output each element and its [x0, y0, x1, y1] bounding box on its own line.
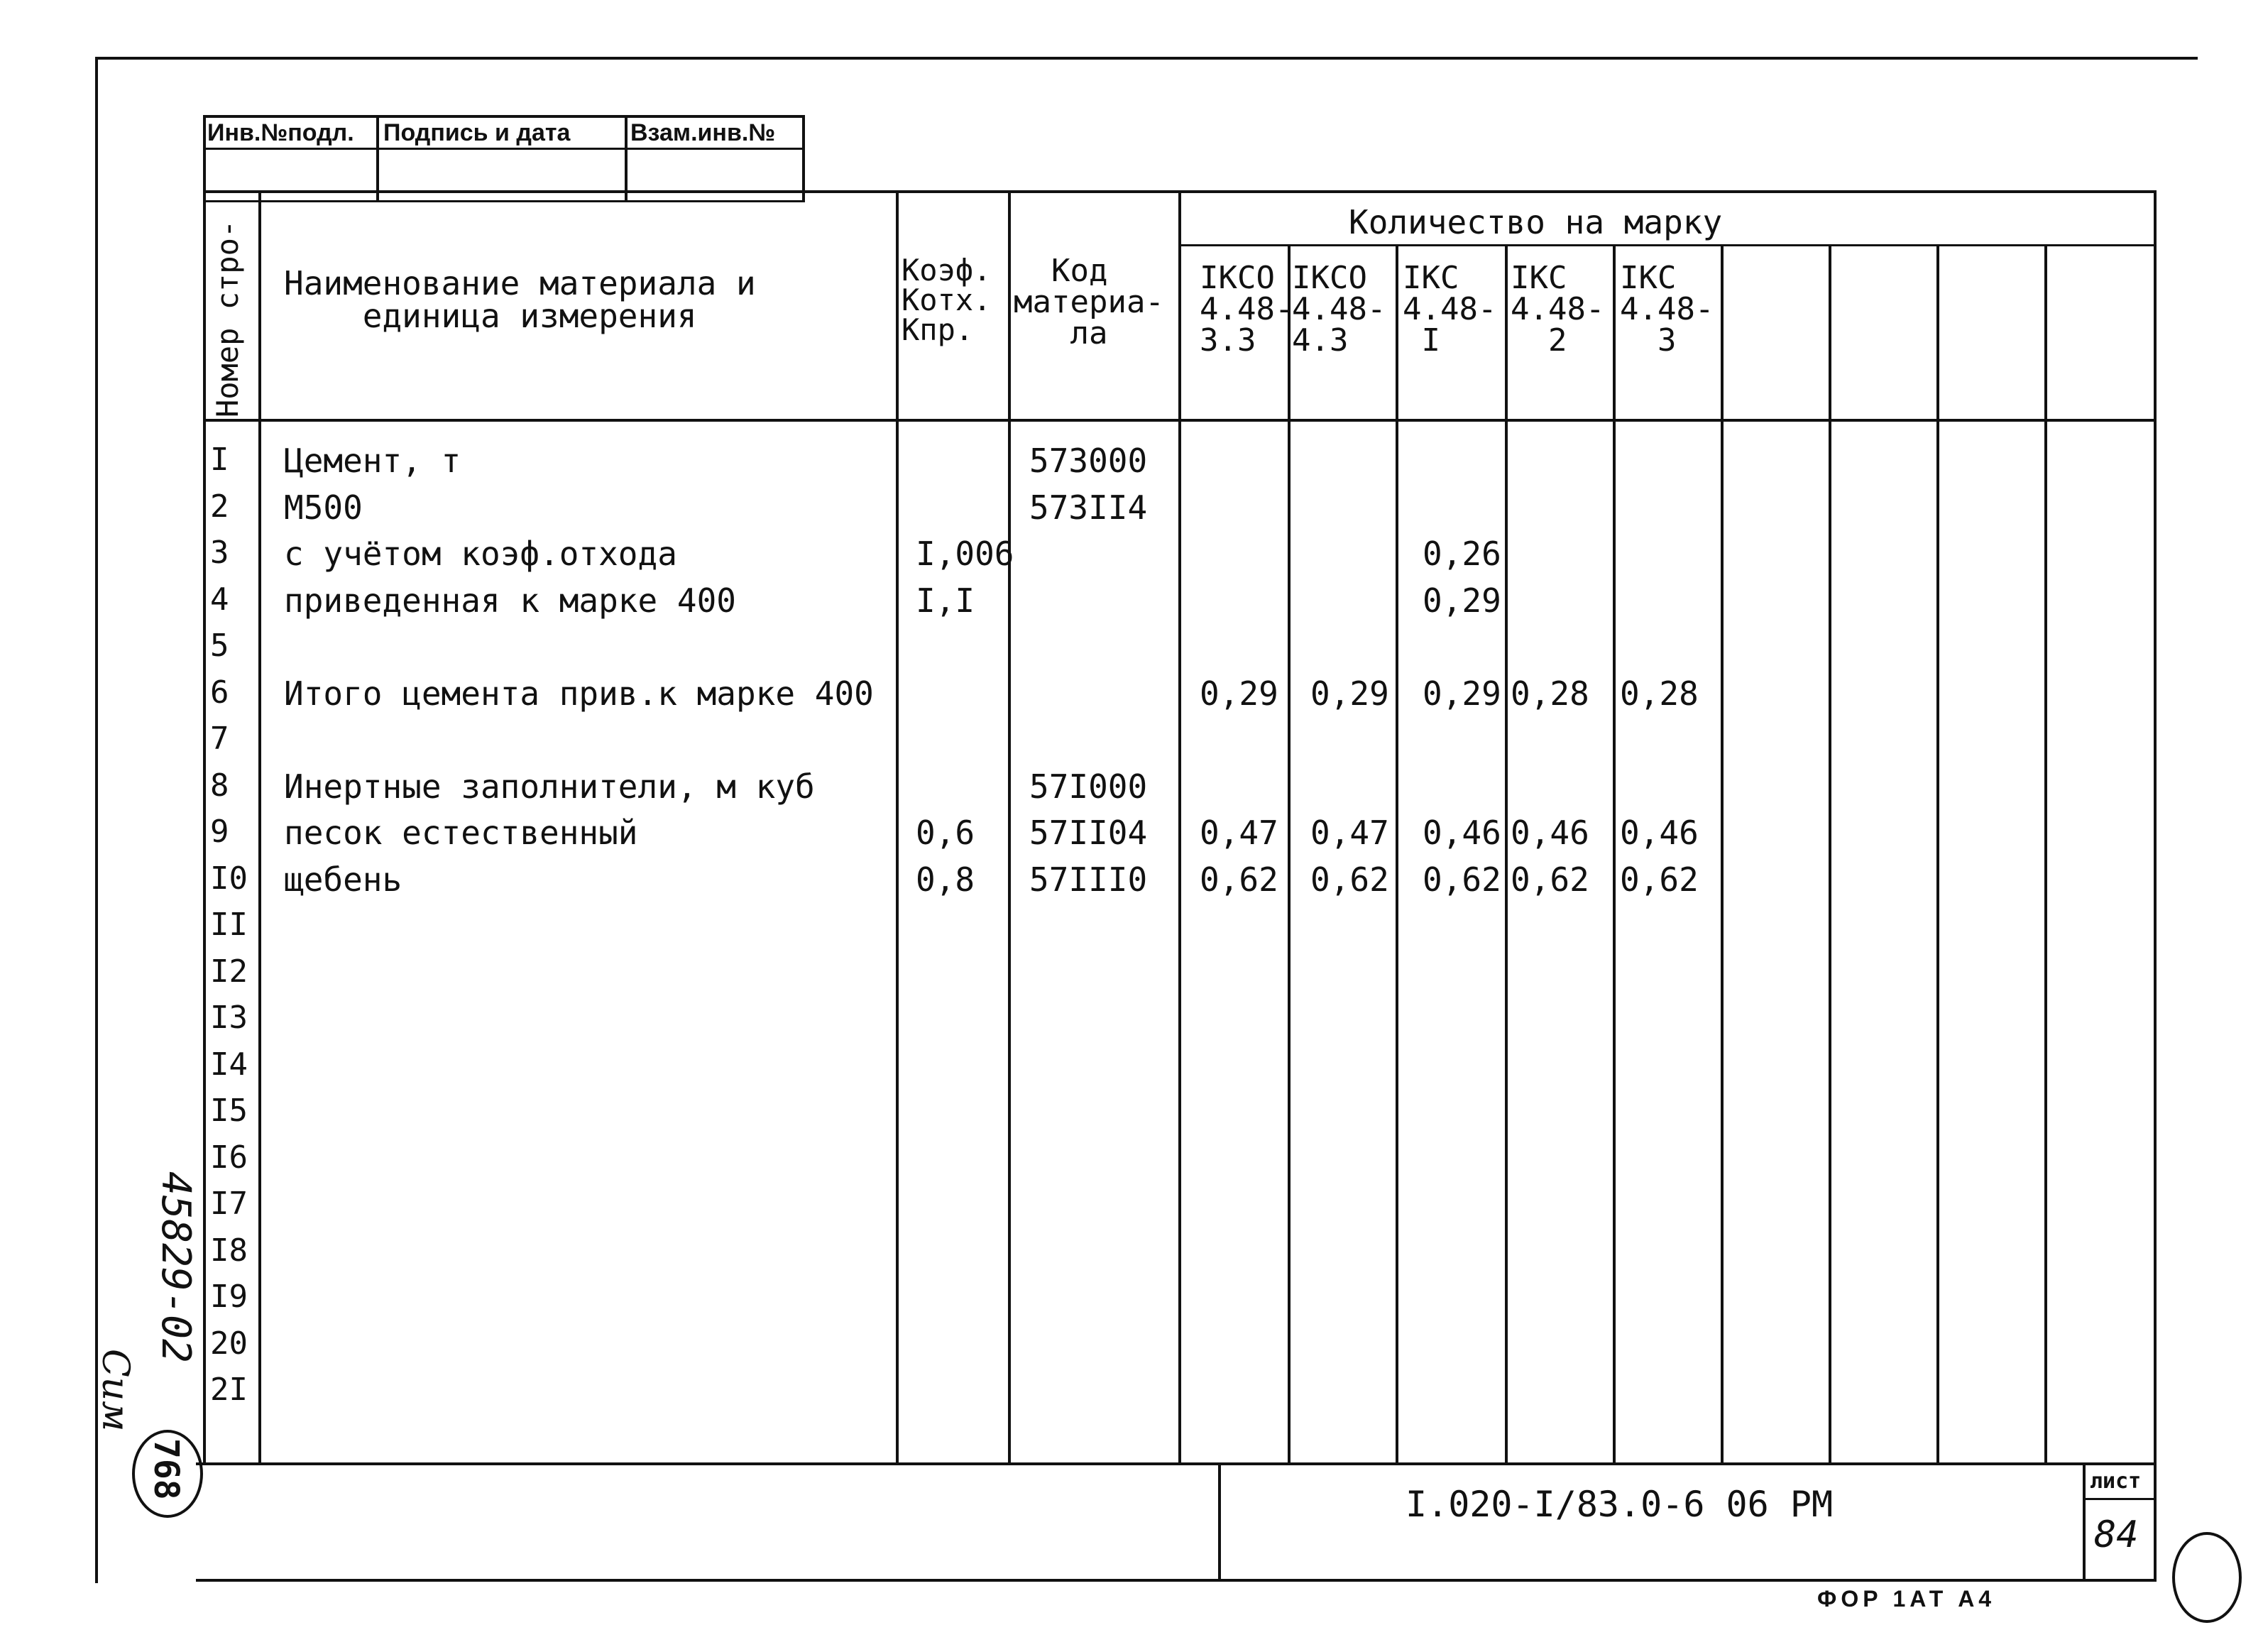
circle-number: 768: [146, 1438, 186, 1500]
row-number: 6: [210, 674, 229, 711]
row-number: 2I: [210, 1372, 248, 1408]
quantity-cell: 0,47: [1310, 814, 1389, 852]
sheet-number: 84: [2094, 1514, 2139, 1556]
sheet-label: лист: [2090, 1469, 2142, 1494]
material-code: 57III0: [1029, 860, 1148, 899]
quantity-cell: 0,28: [1511, 674, 1589, 713]
coefficient: 0,6: [916, 814, 975, 852]
right-edge-circle: [2172, 1532, 2242, 1623]
quantity-cell: 0,62: [1310, 860, 1389, 899]
quantity-cell: 0,62: [1423, 860, 1501, 899]
material-name: приведенная к марке 400: [284, 581, 736, 620]
row-number: I6: [210, 1139, 248, 1176]
material-name: Цемент, т: [284, 442, 461, 480]
quantity-cell: 0,46: [1511, 814, 1589, 852]
material-code: 573II4: [1029, 488, 1148, 527]
material-name: щебень: [284, 860, 402, 899]
quantity-cell: 0,46: [1423, 814, 1501, 852]
row-number: I7: [210, 1186, 248, 1222]
row-number: I0: [210, 860, 248, 897]
archive-number: 45829-02: [153, 1171, 199, 1363]
quantity-cell: 0,47: [1200, 814, 1278, 852]
coefficient: I,006: [916, 535, 1014, 573]
material-code: 57II04: [1029, 814, 1148, 852]
row-number: 9: [210, 814, 229, 850]
quantity-cell: 0,29: [1200, 674, 1278, 713]
row-number: I9: [210, 1279, 248, 1315]
header-mark-3: IKC 4.48- I: [1403, 260, 1497, 359]
row-number: 2: [210, 488, 229, 525]
row-number: I2: [210, 953, 248, 990]
row-number: I5: [210, 1093, 248, 1129]
quantity-cell: 0,28: [1620, 674, 1699, 713]
material-code: 573000: [1029, 442, 1148, 480]
format-label: ФОР 1АТ А4: [1817, 1586, 1996, 1612]
material-name: Инертные заполнители, м куб: [284, 767, 815, 806]
quantity-cell: 0,62: [1200, 860, 1278, 899]
quantity-cell: 0,29: [1423, 674, 1501, 713]
material-name: Итого цемента прив.к марке 400: [284, 674, 874, 713]
header-material-code: Код материа- ла: [1014, 253, 1164, 351]
quantity-cell: 0,29: [1310, 674, 1389, 713]
stamp-replace-label: Взам.инв.№: [630, 119, 776, 146]
row-number: 7: [210, 721, 229, 757]
header-row-number: Номер стро-: [210, 219, 245, 417]
row-number: 20: [210, 1325, 248, 1362]
header-qty-per-mark: Количество на марку: [1349, 203, 1723, 241]
document-code: I.020-I/83.0-6 06 PM: [1406, 1484, 1834, 1525]
signature: Сим: [94, 1349, 136, 1432]
quantity-cell: 0,29: [1423, 581, 1501, 620]
header-mark-2: IKCO 4.48- 4.3: [1292, 260, 1386, 359]
row-number: 8: [210, 767, 229, 804]
row-number: I4: [210, 1046, 248, 1083]
material-name: с учётом коэф.отхода: [284, 535, 677, 573]
quantity-cell: 0,62: [1620, 860, 1699, 899]
header-mark-4: IKC 4.48- 2: [1511, 260, 1605, 359]
quantity-cell: 0,26: [1423, 535, 1501, 573]
material-name: песок естественный: [284, 814, 638, 852]
row-number: 5: [210, 628, 229, 664]
row-number: I3: [210, 1000, 248, 1036]
frame-top-line: [97, 57, 2198, 60]
stamp-inv-label: Инв.№подл.: [207, 119, 354, 146]
coefficient: I,I: [916, 581, 975, 620]
stamp-sign-label: Подпись и дата: [383, 119, 571, 146]
header-mark-5: IKC 4.48- 3: [1620, 260, 1714, 359]
quantity-cell: 0,46: [1620, 814, 1699, 852]
coefficient: 0,8: [916, 860, 975, 899]
row-number: I: [210, 442, 229, 478]
quantity-cell: 0,62: [1511, 860, 1589, 899]
row-number: II: [210, 907, 248, 943]
header-mark-1: IKCO 4.48- 3.3: [1200, 260, 1294, 359]
material-name: М500: [284, 488, 363, 527]
row-number: 3: [210, 535, 229, 571]
row-number: I8: [210, 1232, 248, 1269]
material-code: 57I000: [1029, 767, 1148, 806]
row-number: 4: [210, 581, 229, 618]
header-coefficient: Коэф. Котх. Кпр.: [902, 253, 992, 347]
header-material-name: Наименование материала и единица измерения: [284, 264, 756, 335]
